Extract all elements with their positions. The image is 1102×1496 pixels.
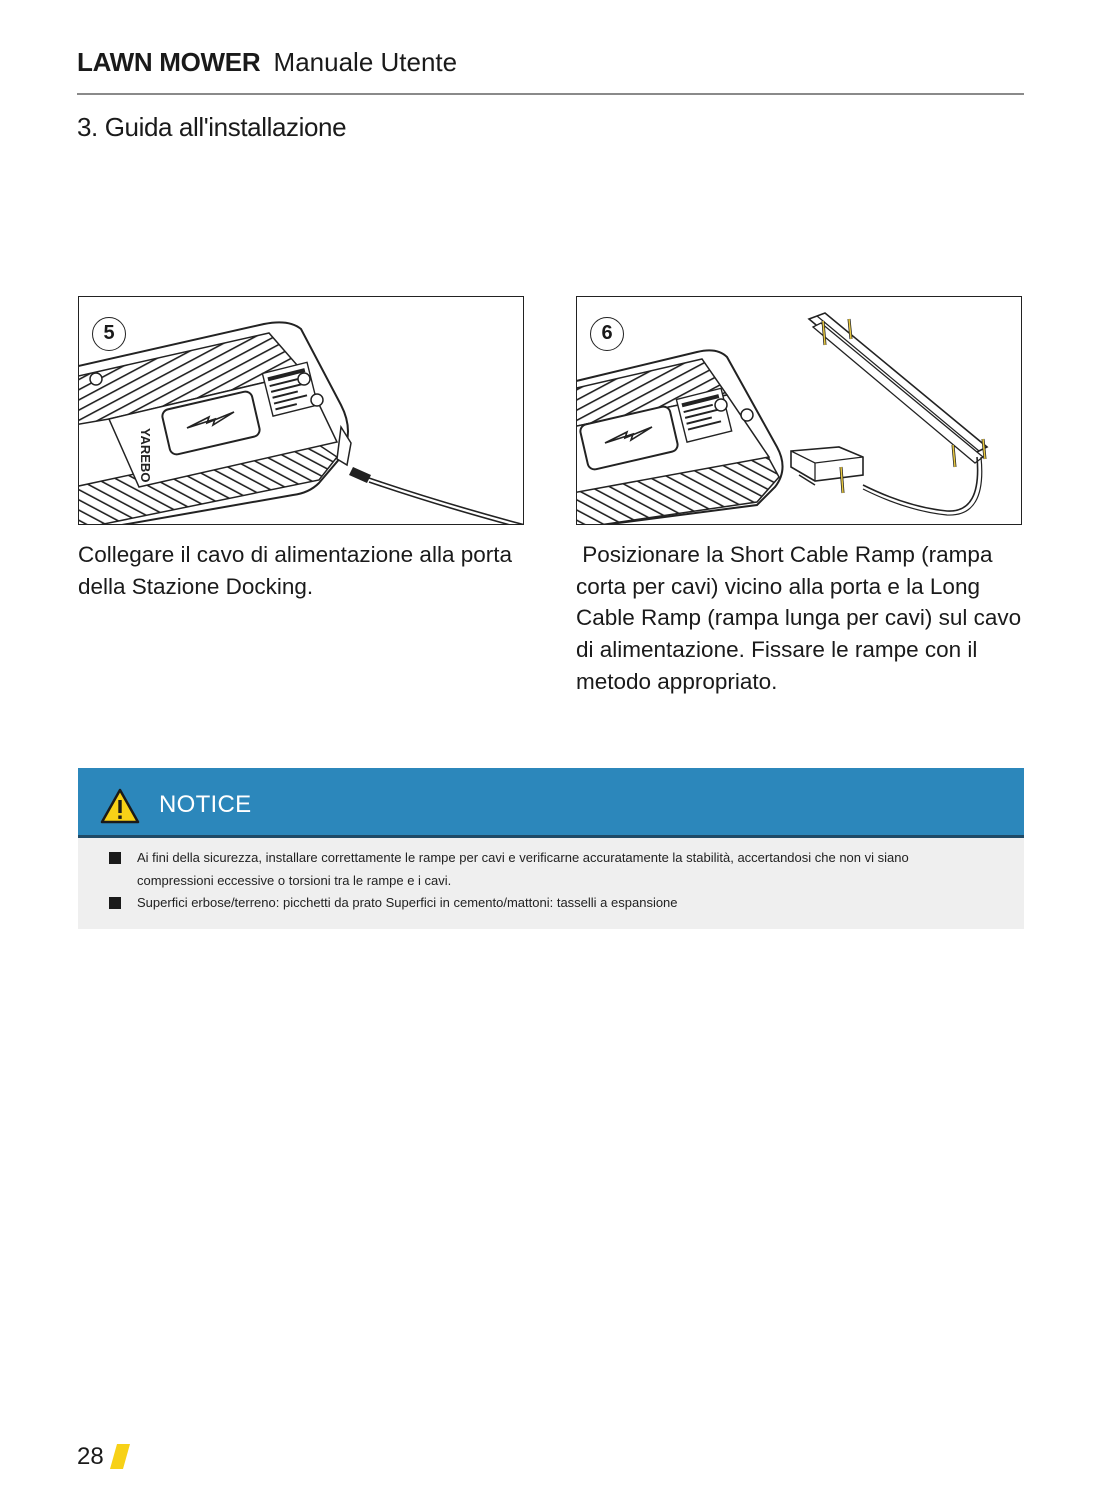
square-bullet-icon [109, 897, 121, 909]
notice-title: NOTICE [159, 791, 252, 818]
step-5-caption: Collegare il cavo di alimentazione alla porta della Stazione Docking. [78, 542, 512, 599]
notice-list [78, 847, 1024, 915]
notice-item [78, 892, 1024, 915]
cable-ramp-drawing [577, 297, 1022, 525]
header-brand: LAWN MOWER [77, 47, 261, 77]
section-title: 3. Guida all'installazione [77, 112, 347, 142]
warning-triangle-icon [100, 788, 140, 824]
svg-text:YAREBO: YAREBO [138, 428, 153, 483]
notice-box [78, 768, 1024, 929]
notice-item-text: Ai fini della sicurezza, installare correttamente le rampe per cavi e verificarne accuratamente la stabilità, accertandosi che non vi siano compressioni eccessive o torsioni tra le rampe e i cavi. [137, 850, 909, 888]
step-6-badge: 6 [590, 317, 624, 351]
square-bullet-icon [109, 852, 121, 864]
header-subtitle: Manuale Utente [273, 47, 458, 77]
notice-header [78, 768, 1024, 838]
step-6-illustration [576, 296, 1022, 525]
notice-item-text: Superfici erbose/terreno: picchetti da prato Superfici in cemento/mattoni: tasselli a espansione [137, 895, 678, 910]
step-5-badge: 5 [92, 317, 126, 351]
notice-item [78, 847, 1024, 892]
header-divider [77, 93, 1024, 95]
page-number: 28 [77, 1443, 104, 1470]
page-header [77, 44, 457, 80]
step-5-illustration [78, 296, 524, 525]
docking-station-cable-drawing [79, 297, 524, 525]
page-accent-mark [110, 1444, 130, 1469]
step-6-caption: Posizionare la Short Cable Ramp (rampa corta per cavi) vicino alla porta e la Long Cable Ramp (rampa lunga per cavi) sul cavo di alimentazione. Fissare le rampe con il metodo appropriato. [576, 542, 1028, 694]
